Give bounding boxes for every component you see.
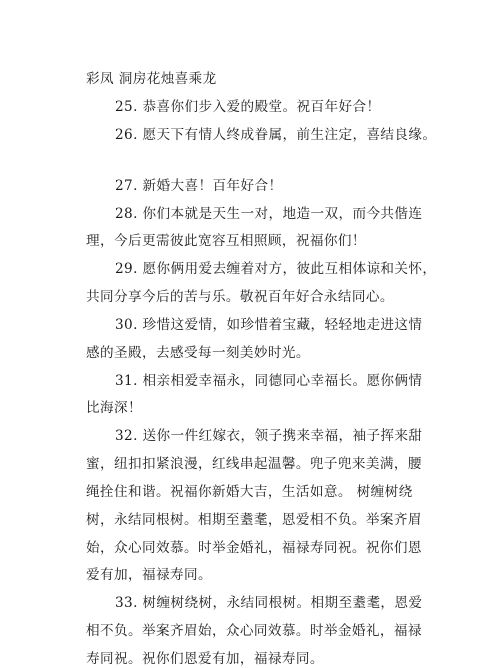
list-item-31: 31. 相亲相爱幸福永，同德同心幸福长。愿你俩情 <box>115 373 423 389</box>
text-line: 寿同祝。祝你们恩爱有加，福禄寿同。 <box>86 651 324 667</box>
text-line: 相不负。举案齐眉始，众心同效慕。时举金婚礼，福禄 <box>86 623 422 639</box>
text-line: 树，永结同根树。相期至耋耄，恩爱相不负。举案齐眉 <box>86 512 422 528</box>
list-item-32: 32. 送你一件红嫁衣，领子携来幸福，袖子挥来甜 <box>115 428 423 444</box>
text-line: 比海深！ <box>86 400 142 416</box>
list-item-26: 26. 愿天下有情人终成眷属，前生注定，喜结良缘。 <box>115 127 437 143</box>
text-line: 绳拴住和谐。祝福你新婚大吉，生活如意。 树缠树绕 <box>86 484 413 500</box>
text-line: 蜜，纽扣扣紧浪漫，红线串起温馨。兜子兜来美满，腰 <box>86 456 422 472</box>
text-line: 感的圣殿，去感受每一刻美妙时光。 <box>86 345 310 361</box>
text-line: 始，众心同效慕。时举金婚礼，福禄寿同祝。祝你们恩 <box>86 540 422 556</box>
list-item-25: 25. 恭喜你们步入爱的殿堂。祝百年好合！ <box>115 99 381 115</box>
text-line: 共同分享今后的苦与乐。敬祝百年好合永结同心。 <box>86 289 394 305</box>
list-item-28: 28. 你们本就是天生一对，地造一双，而今共偕连 <box>115 206 423 222</box>
text-line: 爱有加，福禄寿同。 <box>86 567 212 583</box>
text-line: 理，今后更需彼此宽容互相照顾，祝福你们！ <box>86 233 366 249</box>
list-item-33: 33. 树缠树绕树，永结同根树。相期至耋耄，恩爱 <box>115 595 423 611</box>
list-item-27: 27. 新婚大喜！百年好合！ <box>115 178 283 194</box>
list-item-30: 30. 珍惜这爱情，如珍惜着宝藏，轻轻地走进这情 <box>115 317 423 333</box>
list-item-29: 29. 愿你俩用爱去缠着对方，彼此互相体谅和关怀， <box>115 261 437 277</box>
text-line: 彩凤 洞房花烛喜乘龙 <box>86 71 217 87</box>
